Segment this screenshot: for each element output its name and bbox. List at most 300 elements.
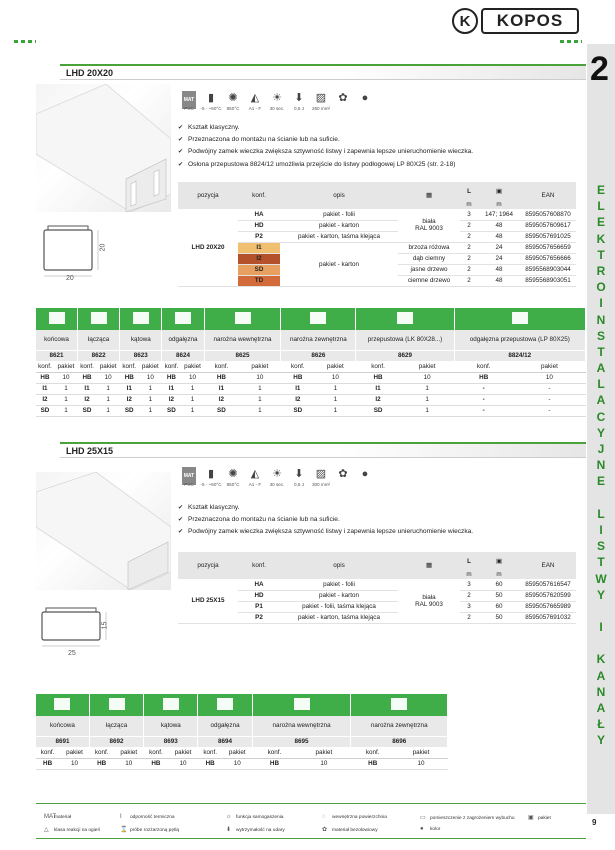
table-row [178, 220, 576, 231]
accessory-icon [512, 312, 528, 324]
col-pakiet: pakiet [400, 361, 454, 372]
pack-qty: 1 [239, 394, 281, 405]
row-qty: 24 [478, 242, 520, 253]
accessory-name: narożna wewnętrzna [204, 330, 281, 350]
feature-list-1 [178, 122, 473, 171]
row-ean: 8595568903044 [520, 264, 576, 275]
col-konf: konf. [120, 361, 139, 372]
accessory-code: 8696 [351, 736, 448, 747]
table-row [178, 601, 576, 612]
color-white: biała RAL 9003 [398, 209, 460, 242]
col-konf: konf. [252, 747, 297, 758]
lead-free-icon: ✿ [338, 468, 348, 480]
konf-code: HB [252, 758, 297, 769]
unit-m: m [460, 570, 478, 579]
row-length: 2 [460, 253, 478, 264]
legend-text: pakiet [538, 816, 551, 821]
chapter-title-vertical [590, 182, 612, 749]
self-extinguish-icon: ☀ 30 sec. [269, 468, 285, 487]
col-pakiet: pakiet [60, 747, 90, 758]
brand-logo-text: KOPOS [481, 8, 579, 34]
pack-qty: 10 [139, 372, 162, 383]
package-icon: ▣ [496, 187, 502, 195]
feature-list-2 [178, 502, 473, 539]
row-qty: 24 [478, 253, 520, 264]
konf-code: SD [162, 405, 181, 416]
col-opis: opis [280, 182, 398, 209]
pack-qty: 1 [239, 383, 281, 394]
dim-width: 20 [66, 275, 74, 282]
accessory-icon [217, 698, 233, 710]
pack-qty: 1 [54, 394, 77, 405]
color-white: biała RAL 9003 [398, 579, 460, 623]
pack-qty: 10 [400, 372, 454, 383]
section2-title: LHD 25X15 [66, 446, 114, 456]
col-pozycja: pozycja [178, 182, 238, 209]
col-pakiet: pakiet [139, 361, 162, 372]
chapter-letter [590, 490, 612, 506]
pack-qty: 1 [181, 405, 204, 416]
product-name: LHD 20X20 [178, 209, 238, 286]
col-pakiet: pakiet [168, 747, 198, 758]
row-ean: 8595057620599 [520, 590, 576, 601]
property-icons-strip-2 [178, 466, 376, 487]
accessory-icon [133, 312, 149, 324]
thermal-resistance-icon: ▮ -5 - +60°C [200, 92, 222, 111]
package-icon: ▣ [496, 557, 502, 565]
konf-code: P1 [238, 601, 280, 612]
row-length: 2 [460, 275, 478, 286]
col-pakiet: pakiet [315, 361, 356, 372]
accessory-name: łącząca [89, 716, 143, 736]
pack-qty: - [513, 405, 585, 416]
accessory-code: 8692 [89, 736, 143, 747]
product-table-lhd-20x20 [178, 182, 576, 287]
chapter-letter: T [597, 247, 605, 262]
konf-code: HB [162, 372, 181, 383]
unit-m: m [478, 570, 520, 579]
section1-title: LHD 20X20 [66, 68, 114, 78]
accessory-code: 8624 [162, 350, 204, 361]
chapter-letter: Y [596, 733, 605, 748]
header-dash-right [560, 40, 582, 43]
accessory-names-row [36, 716, 448, 736]
konf-code: HD [238, 590, 280, 601]
chapter-letter: K [596, 652, 606, 667]
accessory-name: łącząca [78, 330, 120, 350]
legend-icon: ● [420, 826, 424, 832]
konf-code: HA [238, 209, 280, 220]
accessory-code: 8625 [204, 350, 281, 361]
chapter-letter: I [599, 296, 603, 311]
accessory-image [281, 308, 356, 330]
fire-class-icon: ◭ A1 - F [248, 468, 262, 487]
konf-code: I1 [162, 383, 181, 394]
table-row [178, 209, 576, 220]
row-length: 3 [460, 209, 478, 220]
konf-code: I1 [281, 383, 315, 394]
row-qty: 147; 1964 [478, 209, 520, 220]
accessory-icon [49, 312, 65, 324]
row-desc: pakiet - folii [280, 579, 398, 590]
brand-logo-mark [452, 8, 478, 34]
konf-code: I1 [356, 383, 400, 394]
legend-icon: ☼ [226, 814, 232, 820]
row-qty: 48 [478, 264, 520, 275]
konf-code: HB [36, 372, 54, 383]
accessory-image [252, 694, 351, 716]
col-konf: konf. [204, 361, 239, 372]
pack-qty: 1 [400, 394, 454, 405]
lead-free-icon: ✿ [338, 92, 348, 104]
accessory-image [162, 308, 204, 330]
chapter-letter: Y [596, 587, 605, 602]
legend-icon: ▣ [528, 815, 534, 821]
accessory-images-row [36, 308, 586, 330]
chapter-letter: T [597, 344, 605, 359]
page-number: 9 [592, 818, 597, 827]
legend-text: pomieszczenie z zagrożeniem wybuchu [430, 816, 515, 821]
col-konf: konf. [36, 361, 54, 372]
pack-qty: 1 [97, 394, 120, 405]
accessory-code: 8623 [120, 350, 162, 361]
accessory-names-row [36, 330, 586, 350]
accessory-name: odgałęzna [198, 716, 252, 736]
konf-code: HB [351, 758, 395, 769]
konf-code: SD [78, 405, 97, 416]
row-qty: 48 [478, 231, 520, 242]
konf-code: HD [238, 220, 280, 231]
chapter-letter: A [596, 393, 606, 408]
col-konf: konf. [162, 361, 181, 372]
row-desc: pakiet - folii [280, 209, 398, 220]
dim-width: 25 [68, 650, 76, 657]
col-package-icon [478, 552, 520, 570]
konf-code: HA [238, 579, 280, 590]
pack-qty: - [513, 383, 585, 394]
accessory-name: końcowa [36, 716, 89, 736]
konf-code: HB [89, 758, 113, 769]
row-color: brzoza różowa [398, 242, 460, 253]
row-desc: pakiet - karton [280, 220, 398, 231]
chapter-letter: J [597, 442, 605, 456]
row-desc: pakiet - karton, taśma klejąca [280, 612, 398, 623]
row-ean: 8595568903051 [520, 275, 576, 286]
col-konf: konf. [281, 361, 315, 372]
fire-class-icon: ◭ A1 - F [248, 92, 262, 111]
accessory-code: 8621 [36, 350, 78, 361]
accessory-image [120, 308, 162, 330]
inner-area-icon: ▨ 300 mm² [311, 468, 331, 487]
row-length: 2 [460, 242, 478, 253]
table-row [36, 405, 586, 416]
accessory-image [36, 308, 78, 330]
footer-rule-top [36, 803, 586, 804]
accessory-name: narożna zewnętrzna [281, 330, 356, 350]
legend-icon: MAT [44, 814, 57, 820]
accessory-code: 8691 [36, 736, 89, 747]
property-icons-strip-1 [178, 90, 376, 111]
pack-qty: 1 [97, 405, 120, 416]
table-row [36, 372, 586, 383]
pack-qty: 10 [114, 758, 144, 769]
konf-code: HB [78, 372, 97, 383]
accessories-table-lhd-25x15 [36, 694, 448, 770]
col-color-icon [398, 182, 460, 209]
chapter-letter: E [596, 215, 605, 230]
header-dash-left [14, 40, 36, 43]
accessory-image [204, 308, 281, 330]
col-color-icon [398, 552, 460, 579]
konf-code: - [454, 394, 513, 405]
color-icon: ● [361, 468, 369, 480]
col-opis: opis [280, 552, 398, 579]
row-ean: 8595057691025 [520, 231, 576, 242]
col-pozycja: pozycja [178, 552, 238, 579]
konf-code: - [454, 383, 513, 394]
row-qty: 50 [478, 612, 520, 623]
col-pakiet: pakiet [513, 361, 585, 372]
table-row [36, 758, 448, 769]
chapter-letter [590, 635, 612, 651]
table-row [178, 590, 576, 601]
chapter-letter: A [596, 361, 606, 376]
konf-code: SD [120, 405, 139, 416]
pack-qty: 1 [400, 383, 454, 394]
legend-item [226, 814, 283, 820]
row-ean: 8595057608870 [520, 209, 576, 220]
pack-qty: 1 [139, 383, 162, 394]
col-length: L [460, 182, 478, 200]
pack-qty: 1 [139, 405, 162, 416]
legend-text: wytrzymałość na udary [236, 828, 285, 833]
accessory-icon [91, 312, 107, 324]
konf-code: I1 [120, 383, 139, 394]
row-desc: pakiet - folii, taśma klejąca [280, 601, 398, 612]
row-ean: 8595057691032 [520, 612, 576, 623]
col-konf: konf. [238, 182, 280, 209]
chapter-letter: S [596, 328, 605, 343]
row-desc: pakiet - karton, taśma klejąca [280, 231, 398, 242]
accessory-images-row [36, 694, 448, 716]
konf-code: HB [204, 372, 239, 383]
accessory-name: odgałęzna przepustowa (LP 80X25) [454, 330, 585, 350]
pack-qty: 10 [54, 372, 77, 383]
row-color: dąb ciemny [398, 253, 460, 264]
konf-code: I2 [78, 394, 97, 405]
accessory-icon [163, 698, 179, 710]
konf-code: I2 [36, 394, 54, 405]
feature-item: ✔ Przeznaczona do montażu na ścianie lub na suficie. [178, 514, 473, 526]
chapter-number: 2 [590, 50, 609, 88]
pack-qty: 10 [60, 758, 90, 769]
konf-code: HB [454, 372, 513, 383]
chapter-letter: L [597, 506, 605, 521]
pack-qty: 1 [315, 383, 356, 394]
col-package-icon [478, 182, 520, 200]
accessory-icon [294, 698, 310, 710]
pack-qty: 1 [54, 405, 77, 416]
product-table-lhd-25x15 [178, 552, 576, 624]
legend-item [120, 814, 175, 820]
feature-item: ✔ Podwójny zamek wieczka zwiększa sztywność listwy i zapewnia lepsze unieruchomienie wieczka. [178, 146, 473, 158]
pack-qty: 1 [239, 405, 281, 416]
row-qty: 60 [478, 601, 520, 612]
chapter-letter: W [595, 571, 607, 586]
legend-icon: ▭ [420, 815, 426, 821]
col-pakiet: pakiet [222, 747, 252, 758]
konf-code: SD [356, 405, 400, 416]
legend-item [44, 826, 100, 833]
accessory-name: kątowa [120, 330, 162, 350]
pack-qty: 10 [181, 372, 204, 383]
accessory-icon [54, 698, 70, 710]
accessory-name: końcowa [36, 330, 78, 350]
col-pakiet: pakiet [394, 747, 447, 758]
konf-code: HB [144, 758, 168, 769]
col-konf: konf. [198, 747, 222, 758]
col-pakiet: pakiet [97, 361, 120, 372]
chapter-letter: K [596, 231, 606, 246]
row-ean: 8595057616547 [520, 579, 576, 590]
pack-qty: 1 [181, 394, 204, 405]
accessory-icon [310, 312, 326, 324]
chapter-letter: N [596, 312, 606, 327]
row-ean: 8595057656659 [520, 242, 576, 253]
col-pakiet: pakiet [114, 747, 144, 758]
accessory-icon [391, 698, 407, 710]
self-extinguish-icon: ☀ 30 sec. [269, 92, 285, 111]
pack-qty: 1 [400, 405, 454, 416]
legend-icon: ⌛ [120, 827, 128, 833]
accessory-image [351, 694, 448, 716]
legend-icon: I [120, 814, 122, 820]
inner-area-icon: ▨ 260 mm² [311, 92, 331, 111]
row-color: ciemne drzewo [398, 275, 460, 286]
accessory-image [36, 694, 89, 716]
konf-code: I2 [281, 394, 315, 405]
dim-height: 20 [99, 243, 107, 252]
konf-code: SD [238, 264, 280, 275]
pack-qty: 10 [394, 758, 447, 769]
accessory-header-row [36, 747, 448, 758]
accessory-codes-row [36, 736, 448, 747]
section-title-lhd-20x20 [36, 64, 586, 80]
konf-code: I1 [36, 383, 54, 394]
row-length: 2 [460, 590, 478, 601]
legend-item [322, 814, 387, 820]
table-row [178, 612, 576, 623]
legend-item [322, 826, 378, 833]
table-row [36, 394, 586, 405]
legend-item [44, 814, 71, 820]
chapter-letter: E [596, 474, 605, 489]
feature-item: ✔ Osłona przepustowa 8824/12 umożliwia przejście do listwy podłogowej LP 80X25 (str. 2-18) [178, 159, 473, 171]
legend-item [120, 826, 179, 833]
konf-code: - [454, 405, 513, 416]
col-pakiet: pakiet [181, 361, 204, 372]
row-length: 2 [460, 231, 478, 242]
accessory-name: przepustowa (LK 80X28...) [356, 330, 454, 350]
row-ean: 8595057656666 [520, 253, 576, 264]
konf-code: I1 [238, 242, 280, 253]
col-length: L [460, 552, 478, 570]
row-color: jasne drzewo [398, 264, 460, 275]
konf-code: HB [36, 758, 60, 769]
legend-text: odporność termiczna [130, 815, 175, 820]
chapter-letter: A [596, 668, 606, 683]
konf-code: I2 [162, 394, 181, 405]
feature-item: ✔ Kształt klasyczny. [178, 502, 473, 514]
brand-logo-letter: K [459, 12, 471, 30]
chapter-letter: C [596, 409, 606, 424]
glow-wire-icon: ✺ 850°C [226, 468, 240, 487]
legend-icon: ◌ [322, 814, 326, 820]
feature-item: ✔ Przeznaczona do montażu na ścianie lub na suficie. [178, 134, 473, 146]
chapter-letter: Y [596, 425, 605, 440]
accessory-code: 8693 [144, 736, 198, 747]
konf-code: P2 [238, 231, 280, 242]
duct-illustration [36, 472, 171, 590]
legend-text: próbe rozżarzoną pętlą [130, 828, 180, 833]
chapter-letter: E [596, 183, 605, 197]
konf-code: I1 [78, 383, 97, 394]
chapter-letter: R [596, 263, 606, 278]
chapter-letter: I [599, 620, 603, 635]
col-pakiet: pakiet [54, 361, 77, 372]
accessory-image [356, 308, 454, 330]
konf-code: I2 [204, 394, 239, 405]
pack-qty: - [513, 394, 585, 405]
glow-wire-icon: ✺ 850°C [226, 92, 240, 111]
feature-item: ✔ Podwójny zamek wieczka zwiększa sztywność listwy i zapewnia lepsze unieruchomienie wieczka. [178, 526, 473, 538]
chapter-letter: N [596, 684, 606, 699]
konf-code: TD [238, 275, 280, 286]
dim-height: 15 [101, 621, 109, 630]
chapter-letter: N [596, 458, 606, 473]
chapter-letter: S [596, 539, 605, 554]
product-photo-lhd-25x15 [36, 472, 171, 590]
col-konf: konf. [144, 747, 168, 758]
chapter-letter: L [597, 377, 605, 392]
accessory-name: odgałęzna [162, 330, 204, 350]
table-row [36, 383, 586, 394]
konf-code: HB [281, 372, 315, 383]
duct-illustration [36, 84, 171, 212]
accessory-code: 8626 [281, 350, 356, 361]
row-qty: 48 [478, 275, 520, 286]
pack-qty: 10 [513, 372, 585, 383]
accessory-image [78, 308, 120, 330]
accessory-icon [109, 698, 125, 710]
col-ean: EAN [520, 552, 576, 579]
col-pakiet: pakiet [297, 747, 351, 758]
col-konf: konf. [36, 747, 60, 758]
col-konf: konf. [78, 361, 97, 372]
konf-code: I2 [120, 394, 139, 405]
chapter-letter: I [599, 522, 603, 537]
legend-item [420, 826, 440, 832]
chapter-letter: A [596, 701, 606, 715]
chapter-letter [590, 603, 612, 619]
cross-section-lhd-20x20 [36, 218, 114, 286]
accessory-header-row [36, 361, 586, 372]
accessory-image [89, 694, 143, 716]
accessory-icon [397, 312, 413, 324]
legend-text: klasa reakcji na ogień [54, 828, 101, 833]
accessory-name: narożna zewnętrzna [351, 716, 448, 736]
accessory-code: 8622 [78, 350, 120, 361]
